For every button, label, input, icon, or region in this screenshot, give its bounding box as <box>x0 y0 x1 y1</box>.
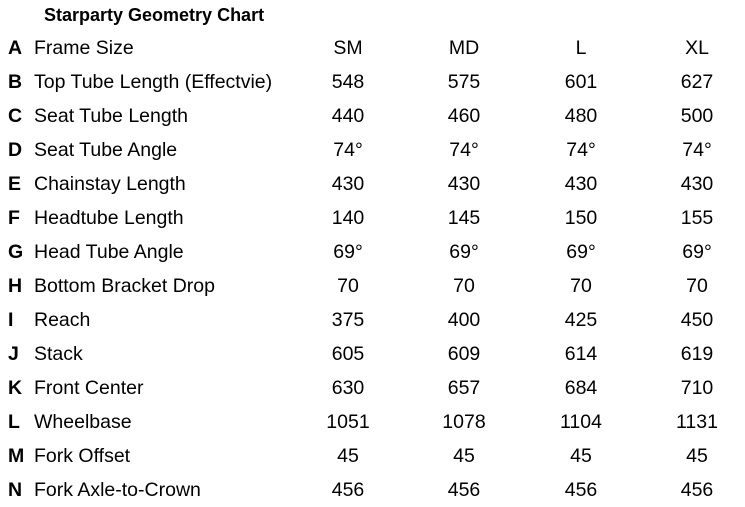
value-cell: 1104 <box>560 411 602 433</box>
value-cell: 45 <box>453 445 475 467</box>
value-cell: 614 <box>564 343 598 365</box>
value-cell: 69° <box>333 241 363 263</box>
size-header-cell: XL <box>685 37 709 59</box>
value-cell: 400 <box>447 309 481 331</box>
value-cell: 430 <box>564 173 598 195</box>
value-cell: 605 <box>331 343 365 365</box>
value-cell: 145 <box>447 207 481 229</box>
value-cell: 74° <box>333 139 363 161</box>
value-cell: 45 <box>686 445 708 467</box>
value-cell: 460 <box>447 105 481 127</box>
size-header-cell: MD <box>448 37 480 59</box>
row-letter: D <box>8 139 23 161</box>
row-letter: M <box>8 445 25 467</box>
row-letter: K <box>8 377 23 399</box>
value-cell: 430 <box>331 173 365 195</box>
value-cell: 69° <box>449 241 479 263</box>
value-cell: 425 <box>564 309 598 331</box>
value-cell: 70 <box>686 275 708 297</box>
value-cell: 575 <box>447 71 481 93</box>
value-cell: 69° <box>566 241 596 263</box>
row-label: Head Tube Angle <box>34 241 184 263</box>
value-cell: 456 <box>331 479 365 501</box>
value-cell: 456 <box>564 479 598 501</box>
row-label: Fork Offset <box>34 445 131 467</box>
value-cell: 480 <box>564 105 598 127</box>
table-row <box>0 303 745 337</box>
value-cell: 710 <box>680 377 714 399</box>
row-label: Bottom Bracket Drop <box>34 275 215 297</box>
table-row <box>0 269 745 303</box>
value-cell: 440 <box>331 105 365 127</box>
row-letter: J <box>8 343 19 365</box>
value-cell: 45 <box>337 445 359 467</box>
size-header-cell: SM <box>333 37 363 59</box>
row-label: Stack <box>34 343 83 365</box>
table-row <box>0 337 745 371</box>
row-label: Fork Axle-to-Crown <box>34 479 201 501</box>
page-title: Starparty Geometry Chart <box>44 5 265 25</box>
table-row <box>0 439 745 473</box>
value-cell: 74° <box>449 139 479 161</box>
geometry-table <box>0 31 745 507</box>
table-row <box>0 167 745 201</box>
size-header-cell: L <box>575 37 587 59</box>
table-row <box>0 65 745 99</box>
table-row <box>0 473 745 507</box>
value-cell: 70 <box>453 275 475 297</box>
row-letter: A <box>8 37 23 59</box>
value-cell: 70 <box>337 275 359 297</box>
value-cell: 45 <box>570 445 592 467</box>
value-cell: 456 <box>447 479 481 501</box>
value-cell: 74° <box>566 139 596 161</box>
table-row <box>0 235 745 269</box>
table-row <box>0 133 745 167</box>
row-letter: B <box>8 71 23 93</box>
row-label: Frame Size <box>34 37 134 59</box>
value-cell: 548 <box>331 71 365 93</box>
table-row <box>0 31 745 65</box>
row-label: Front Center <box>34 377 144 399</box>
table-row <box>0 201 745 235</box>
table-row <box>0 405 745 439</box>
row-letter: F <box>8 207 20 229</box>
value-cell: 430 <box>447 173 481 195</box>
value-cell: 500 <box>680 105 714 127</box>
value-cell: 456 <box>680 479 714 501</box>
value-cell: 140 <box>331 207 365 229</box>
value-cell: 74° <box>682 139 712 161</box>
value-cell: 609 <box>447 343 481 365</box>
value-cell: 1131 <box>676 411 718 433</box>
row-letter: L <box>8 411 20 433</box>
row-letter: G <box>8 241 24 263</box>
row-label: Wheelbase <box>34 411 132 433</box>
row-label: Headtube Length <box>34 207 184 229</box>
value-cell: 684 <box>564 377 598 399</box>
value-cell: 630 <box>331 377 365 399</box>
value-cell: 1051 <box>326 411 370 433</box>
value-cell: 619 <box>680 343 714 365</box>
row-label: Reach <box>34 309 91 331</box>
value-cell: 450 <box>680 309 714 331</box>
value-cell: 70 <box>570 275 592 297</box>
row-label: Top Tube Length (Effectvie) <box>34 71 273 93</box>
value-cell: 375 <box>331 309 365 331</box>
row-label: Seat Tube Angle <box>34 139 178 161</box>
value-cell: 657 <box>447 377 481 399</box>
row-letter: I <box>8 309 14 331</box>
row-letter: H <box>8 275 23 297</box>
value-cell: 430 <box>680 173 714 195</box>
value-cell: 627 <box>680 71 714 93</box>
value-cell: 155 <box>680 207 714 229</box>
table-row <box>0 371 745 405</box>
row-letter: C <box>8 105 23 127</box>
value-cell: 150 <box>564 207 598 229</box>
row-label: Seat Tube Length <box>34 105 188 127</box>
value-cell: 1078 <box>442 411 486 433</box>
row-letter: N <box>8 479 23 501</box>
value-cell: 69° <box>682 241 712 263</box>
table-row <box>0 99 745 133</box>
row-letter: E <box>8 173 22 195</box>
row-label: Chainstay Length <box>34 173 186 195</box>
value-cell: 601 <box>564 71 598 93</box>
